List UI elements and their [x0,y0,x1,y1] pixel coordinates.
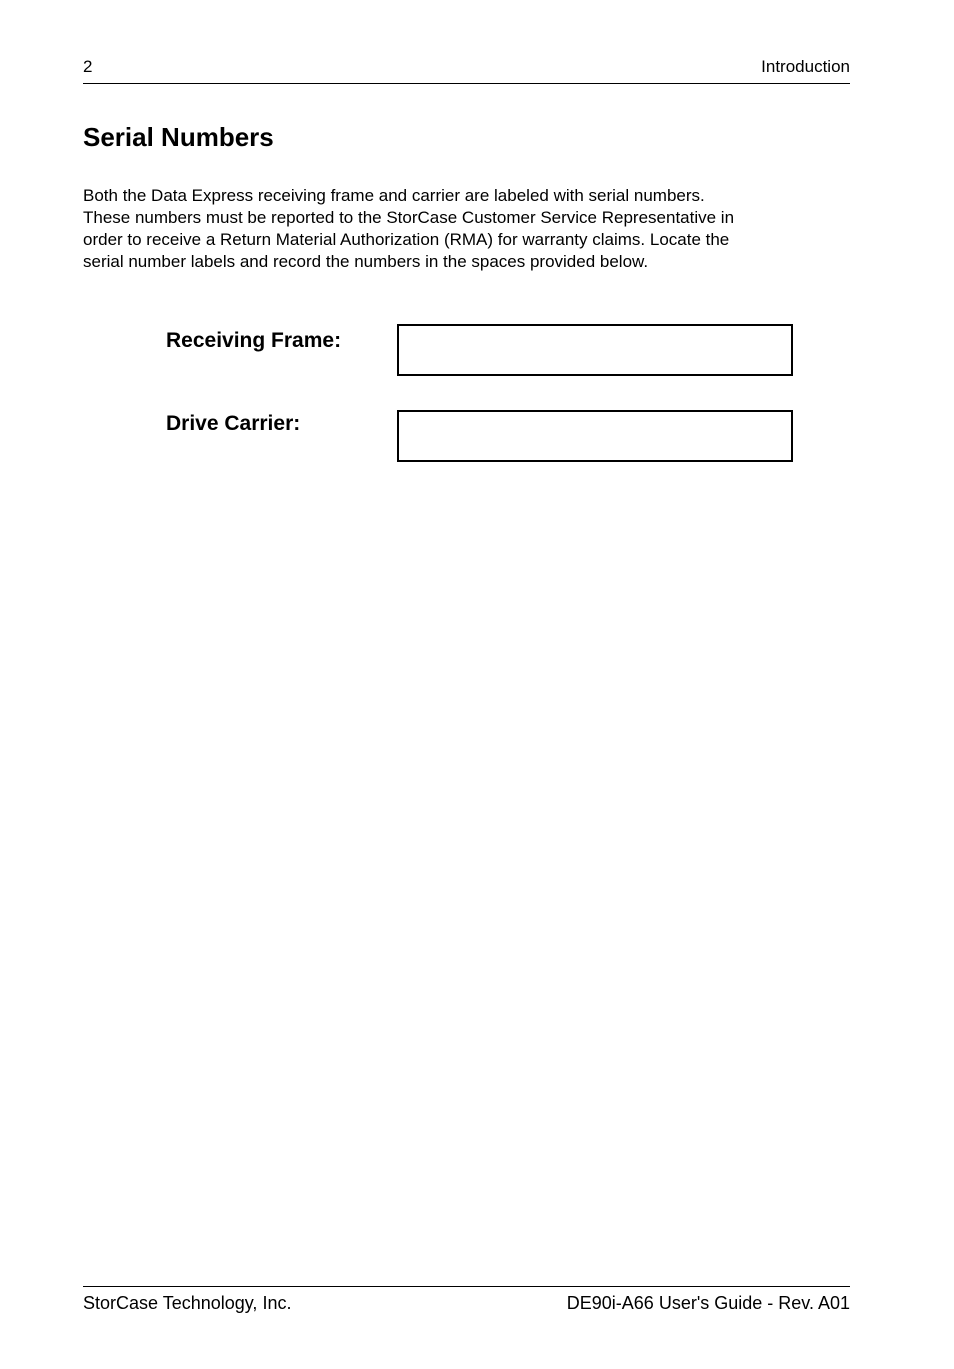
body-line: order to receive a Return Material Authorization (RMA) for warranty claims. Locate the [83,230,730,249]
page-header [83,57,850,84]
section-name: Introduction [761,57,850,76]
page-title: Serial Numbers [83,122,274,152]
body-line: These numbers must be reported to the StorCase Customer Service Representative in [83,208,735,227]
drive-carrier-label: Drive Carrier: [166,412,301,435]
page-footer [83,1286,850,1317]
page-number: 2 [83,57,93,76]
document-title: DE90i-A66 User's Guide - Rev. A01 [566,1293,850,1313]
drive-carrier-serial-box [397,410,793,462]
receiving-frame-label: Receiving Frame: [166,329,342,352]
body-paragraph [83,185,843,273]
company-name: StorCase Technology, Inc. [83,1293,292,1313]
body-line: serial number labels and record the numbers in the spaces provided below. [83,252,649,271]
body-line: Both the Data Express receiving frame and carrier are labeled with serial numbers. [83,186,705,205]
receiving-frame-serial-box [397,324,793,376]
